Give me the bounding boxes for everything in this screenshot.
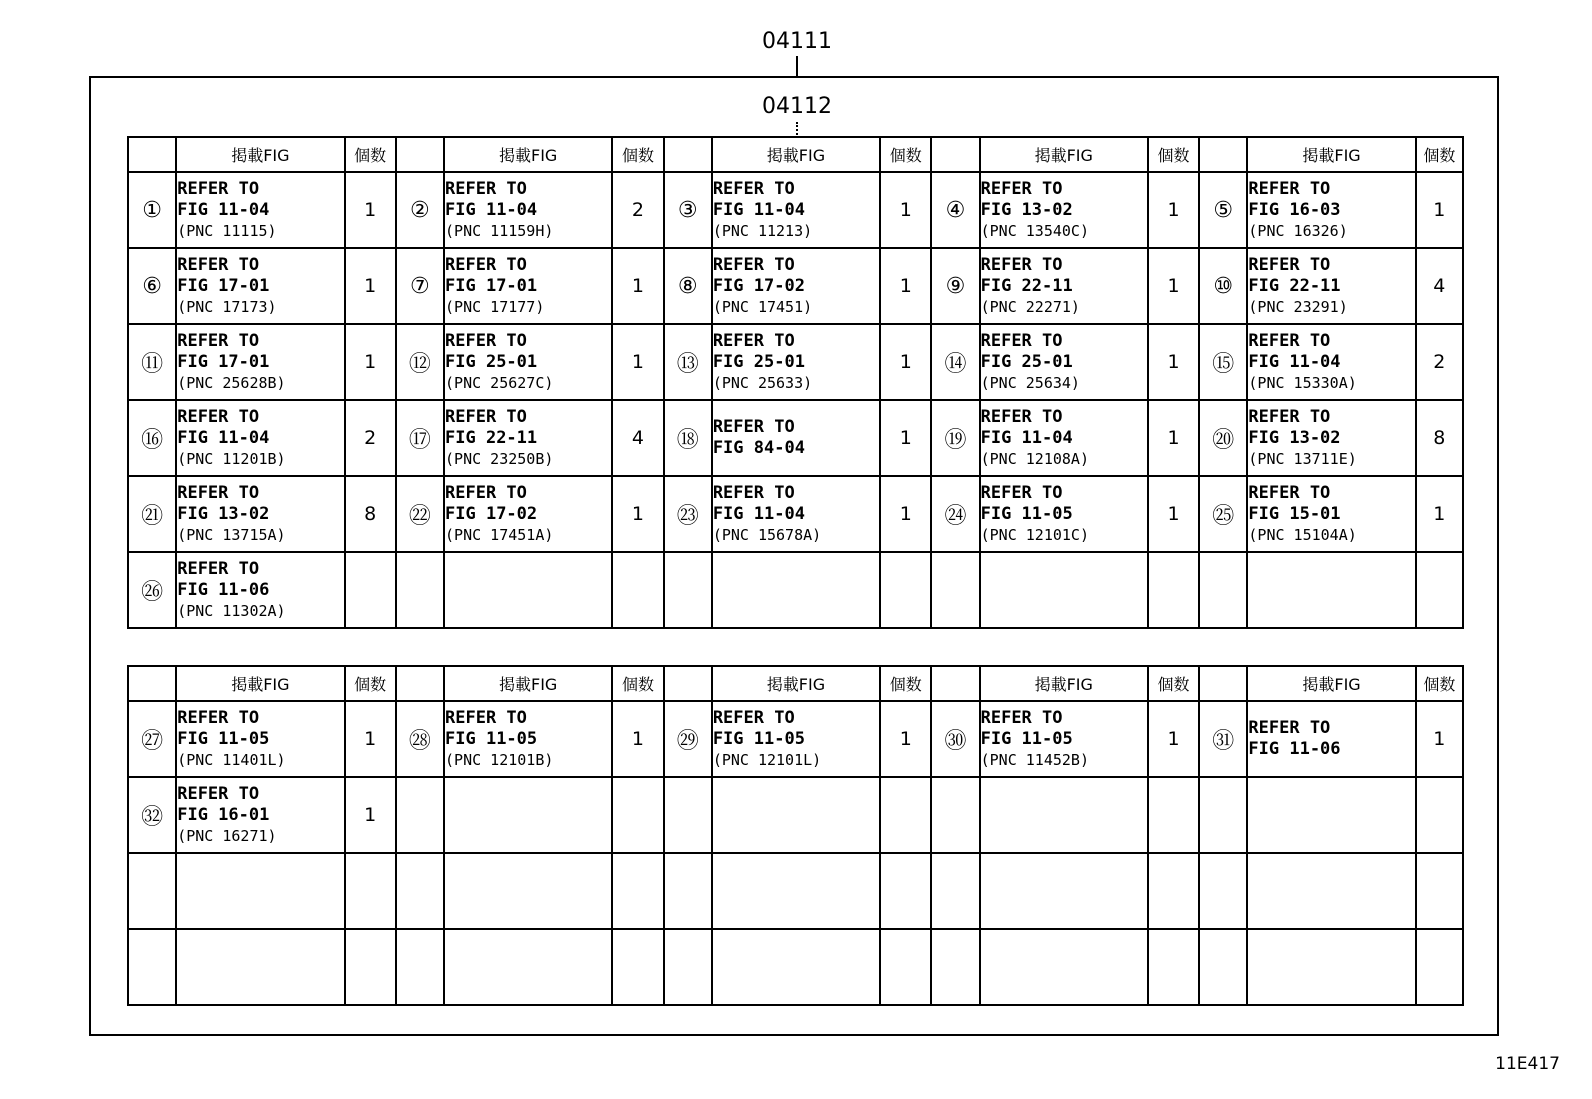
fig-reference — [176, 248, 344, 324]
fig-reference — [712, 929, 880, 1005]
quantity: 1 — [1148, 248, 1199, 324]
header-fig: 掲載FIG — [712, 666, 880, 701]
quantity: 1 — [1416, 701, 1463, 777]
item-number: ㉒ — [396, 476, 444, 552]
reference-line-2: FIG 17-02 — [712, 275, 805, 296]
quantity: 4 — [612, 400, 663, 476]
quantity: 1 — [880, 248, 931, 324]
quantity: 1 — [345, 701, 396, 777]
reference-line-2: FIG 17-01 — [177, 351, 270, 372]
reference-line-2: FIG 13-02 — [980, 199, 1073, 220]
fig-reference — [980, 476, 1148, 552]
item-number: ⑫ — [396, 324, 444, 400]
header-blank — [931, 666, 979, 701]
reference-line-1: REFER TO — [177, 783, 260, 804]
header-fig: 掲載FIG — [980, 666, 1148, 701]
header-fig: 掲載FIG — [176, 666, 344, 701]
quantity — [1416, 552, 1463, 628]
quantity: 2 — [612, 172, 663, 248]
fig-reference — [444, 552, 612, 628]
fig-reference — [712, 172, 880, 248]
quantity: 1 — [880, 172, 931, 248]
item-number: ⑤ — [1199, 172, 1247, 248]
reference-line-1: REFER TO — [445, 406, 527, 427]
reference-line-1: REFER TO — [980, 330, 1063, 351]
pnc-code: (PNC 12108A) — [980, 449, 1089, 468]
reference-line-1: REFER TO — [712, 178, 795, 199]
item-number: ㉖ — [128, 552, 176, 628]
reference-line-1: REFER TO — [1248, 482, 1331, 503]
item-number: ⑥ — [128, 248, 176, 324]
reference-line-2: FIG 11-04 — [177, 427, 270, 448]
pnc-code: (PNC 23291) — [1248, 297, 1348, 316]
header-fig: 掲載FIG — [712, 137, 880, 172]
fig-reference — [444, 324, 612, 400]
header-qty: 個数 — [345, 666, 396, 701]
fig-reference — [712, 476, 880, 552]
reference-line-2: FIG 25-01 — [712, 351, 805, 372]
reference-line-1: REFER TO — [712, 254, 795, 275]
table-row — [128, 324, 1463, 400]
reference-line-2: FIG 11-04 — [712, 503, 805, 524]
reference-line-2: FIG 17-01 — [177, 275, 270, 296]
fig-reference — [444, 929, 612, 1005]
fig-reference — [712, 324, 880, 400]
item-number: ⑮ — [1199, 324, 1247, 400]
reference-line-2: FIG 15-01 — [1248, 503, 1341, 524]
reference-line-2: FIG 25-01 — [445, 351, 538, 372]
fig-reference — [712, 701, 880, 777]
quantity: 8 — [345, 476, 396, 552]
pnc-code: (PNC 11159H) — [445, 221, 554, 240]
pnc-code: (PNC 16326) — [1248, 221, 1348, 240]
fig-reference — [1247, 324, 1415, 400]
header-qty: 個数 — [1416, 666, 1463, 701]
reference-line-1: REFER TO — [712, 330, 795, 351]
pnc-code: (PNC 11452B) — [980, 750, 1089, 769]
pnc-code: (PNC 16271) — [177, 826, 277, 845]
pnc-code: (PNC 17451) — [712, 297, 813, 316]
reference-line-2: FIG 11-04 — [712, 199, 805, 220]
pnc-code: (PNC 11401L) — [177, 750, 286, 769]
pnc-code: (PNC 25628B) — [177, 373, 286, 392]
fig-reference — [980, 172, 1148, 248]
item-number — [396, 853, 444, 929]
quantity — [1148, 853, 1199, 929]
pnc-code: (PNC 25627C) — [445, 373, 554, 392]
pnc-code: (PNC 12101C) — [980, 525, 1089, 544]
header-qty: 個数 — [345, 137, 396, 172]
fig-reference — [176, 172, 344, 248]
item-number: ㉗ — [128, 701, 176, 777]
table-row — [128, 552, 1463, 628]
quantity: 1 — [1148, 476, 1199, 552]
fig-reference — [980, 777, 1148, 853]
header-blank — [1199, 137, 1247, 172]
header-blank — [931, 137, 979, 172]
fig-reference — [1247, 777, 1415, 853]
reference-line-2: FIG 11-04 — [177, 199, 270, 220]
quantity: 8 — [1416, 400, 1463, 476]
pnc-code: (PNC 12101L) — [712, 750, 822, 769]
reference-line-2: FIG 11-05 — [177, 728, 270, 749]
quantity: 1 — [612, 324, 663, 400]
table-row — [128, 777, 1463, 853]
quantity — [345, 853, 396, 929]
fig-reference — [1247, 701, 1415, 777]
item-number — [1199, 853, 1247, 929]
fig-reference — [1247, 929, 1415, 1005]
quantity: 1 — [1416, 172, 1463, 248]
quantity: 1 — [345, 777, 396, 853]
item-number: ⑪ — [128, 324, 176, 400]
reference-line-2: FIG 13-02 — [177, 503, 270, 524]
reference-line-1: REFER TO — [980, 178, 1063, 199]
fig-reference — [712, 853, 880, 929]
fig-reference — [980, 929, 1148, 1005]
reference-line-2: FIG 22-11 — [1248, 275, 1341, 296]
reference-line-1: REFER TO — [712, 707, 795, 728]
pnc-code: (PNC 15678A) — [712, 525, 822, 544]
reference-line-1: REFER TO — [980, 406, 1063, 427]
quantity: 1 — [880, 701, 931, 777]
quantity — [612, 929, 663, 1005]
fig-reference — [444, 701, 612, 777]
item-number — [396, 929, 444, 1005]
header-fig: 掲載FIG — [1247, 666, 1415, 701]
quantity — [880, 777, 931, 853]
reference-line-1: REFER TO — [980, 482, 1063, 503]
item-number — [396, 777, 444, 853]
fig-reference — [176, 701, 344, 777]
header-blank — [128, 666, 176, 701]
header-qty: 個数 — [1148, 137, 1199, 172]
header-fig: 掲載FIG — [444, 137, 612, 172]
pnc-code: (PNC 15104A) — [1248, 525, 1357, 544]
quantity — [880, 929, 931, 1005]
item-number — [1199, 777, 1247, 853]
item-number — [1199, 929, 1247, 1005]
item-number: ㉛ — [1199, 701, 1247, 777]
callout-leader-line — [796, 56, 798, 78]
item-number: ㉙ — [664, 701, 712, 777]
item-number: ㉘ — [396, 701, 444, 777]
reference-line-1: REFER TO — [445, 482, 527, 503]
quantity — [880, 552, 931, 628]
header-fig: 掲載FIG — [1247, 137, 1415, 172]
item-number: ㉚ — [931, 701, 979, 777]
fig-reference — [1247, 400, 1415, 476]
quantity: 1 — [1148, 324, 1199, 400]
fig-reference — [176, 929, 344, 1005]
reference-line-2: FIG 11-05 — [980, 728, 1073, 749]
quantity — [880, 853, 931, 929]
reference-line-1: REFER TO — [980, 254, 1063, 275]
pnc-code: (PNC 12101B) — [445, 750, 554, 769]
fig-reference — [712, 552, 880, 628]
pnc-code: (PNC 17177) — [445, 297, 545, 316]
header-fig: 掲載FIG — [444, 666, 612, 701]
pnc-code: (PNC 15330A) — [1248, 373, 1357, 392]
fig-reference — [712, 248, 880, 324]
quantity — [1148, 929, 1199, 1005]
reference-line-1: REFER TO — [1248, 718, 1331, 738]
item-number: ④ — [931, 172, 979, 248]
reference-line-2: FIG 13-02 — [1248, 427, 1341, 448]
fig-reference — [176, 853, 344, 929]
header-qty: 個数 — [1148, 666, 1199, 701]
item-number: ⑧ — [664, 248, 712, 324]
quantity: 1 — [612, 476, 663, 552]
quantity — [345, 929, 396, 1005]
item-number: ⑭ — [931, 324, 979, 400]
header-qty: 個数 — [612, 666, 663, 701]
reference-line-1: REFER TO — [1248, 254, 1331, 275]
item-number: ⑳ — [1199, 400, 1247, 476]
header-blank — [664, 666, 712, 701]
reference-line-2: FIG 22-11 — [980, 275, 1073, 296]
fig-reference — [1247, 853, 1415, 929]
reference-line-2: FIG 22-11 — [445, 427, 538, 448]
quantity: 4 — [1416, 248, 1463, 324]
table-row — [128, 701, 1463, 777]
table-row — [128, 853, 1463, 929]
reference-line-2: FIG 11-04 — [980, 427, 1073, 448]
reference-line-1: REFER TO — [177, 558, 260, 579]
fig-reference — [444, 400, 612, 476]
figure-code: 11E417 — [1495, 1054, 1560, 1074]
reference-line-1: REFER TO — [177, 330, 260, 351]
header-blank — [664, 137, 712, 172]
fig-reference — [176, 324, 344, 400]
reference-line-2: FIG 11-04 — [1248, 351, 1341, 372]
item-number: ⑰ — [396, 400, 444, 476]
pnc-code: (PNC 11201B) — [177, 449, 286, 468]
pnc-code: (PNC 17173) — [177, 297, 277, 316]
quantity: 2 — [345, 400, 396, 476]
reference-line-2: FIG 11-05 — [980, 503, 1073, 524]
pnc-code: (PNC 13715A) — [177, 525, 286, 544]
item-number: ① — [128, 172, 176, 248]
reference-line-1: REFER TO — [445, 254, 527, 275]
fig-reference — [980, 552, 1148, 628]
item-number: ⑱ — [664, 400, 712, 476]
item-number — [931, 777, 979, 853]
fig-reference — [712, 400, 880, 476]
table-row — [128, 400, 1463, 476]
reference-line-2: FIG 17-01 — [445, 275, 538, 296]
header-blank — [128, 137, 176, 172]
reference-line-2: FIG 11-05 — [712, 728, 805, 749]
callout-04111: 04111 — [762, 29, 832, 54]
reference-line-2: FIG 16-03 — [1248, 199, 1341, 220]
quantity — [612, 853, 663, 929]
fig-reference — [444, 777, 612, 853]
quantity — [1416, 929, 1463, 1005]
fig-reference — [444, 248, 612, 324]
reference-table-lower — [127, 665, 1464, 1006]
reference-line-1: REFER TO — [980, 707, 1063, 728]
reference-line-1: REFER TO — [712, 417, 795, 437]
item-number: ⑦ — [396, 248, 444, 324]
quantity — [345, 552, 396, 628]
quantity: 1 — [880, 476, 931, 552]
item-number: ⑬ — [664, 324, 712, 400]
fig-reference — [980, 400, 1148, 476]
table-row — [128, 248, 1463, 324]
reference-line-2: FIG 11-05 — [445, 728, 538, 749]
quantity: 1 — [1416, 476, 1463, 552]
quantity — [1416, 777, 1463, 853]
reference-line-1: REFER TO — [177, 178, 260, 199]
pnc-code: (PNC 25634) — [980, 373, 1080, 392]
quantity: 1 — [612, 701, 663, 777]
quantity — [1416, 853, 1463, 929]
item-number: ㉓ — [664, 476, 712, 552]
reference-line-1: REFER TO — [177, 707, 260, 728]
item-number — [931, 929, 979, 1005]
reference-line-1: REFER TO — [177, 254, 260, 275]
fig-reference — [980, 701, 1148, 777]
item-number — [664, 929, 712, 1005]
table-row — [128, 476, 1463, 552]
item-number — [664, 777, 712, 853]
pnc-code: (PNC 17451A) — [445, 525, 554, 544]
pnc-code: (PNC 11115) — [177, 221, 277, 240]
quantity: 1 — [880, 400, 931, 476]
quantity — [612, 777, 663, 853]
reference-line-1: REFER TO — [445, 330, 527, 351]
item-number — [128, 853, 176, 929]
reference-line-2: FIG 11-04 — [445, 199, 538, 220]
fig-reference — [176, 777, 344, 853]
header-blank — [396, 666, 444, 701]
reference-line-1: REFER TO — [445, 178, 527, 199]
header-fig: 掲載FIG — [176, 137, 344, 172]
quantity: 1 — [880, 324, 931, 400]
fig-reference — [1247, 476, 1415, 552]
fig-reference — [1247, 248, 1415, 324]
header-qty: 個数 — [612, 137, 663, 172]
pnc-code: (PNC 25633) — [712, 373, 813, 392]
reference-line-1: REFER TO — [445, 707, 527, 728]
reference-line-2: FIG 17-02 — [445, 503, 538, 524]
item-number — [931, 552, 979, 628]
item-number: ㉑ — [128, 476, 176, 552]
fig-reference — [444, 172, 612, 248]
fig-reference — [444, 853, 612, 929]
fig-reference — [980, 248, 1148, 324]
header-qty: 個数 — [880, 137, 931, 172]
quantity: 1 — [1148, 172, 1199, 248]
reference-line-1: REFER TO — [177, 406, 260, 427]
fig-reference — [980, 324, 1148, 400]
fig-reference — [1247, 552, 1415, 628]
item-number — [664, 853, 712, 929]
header-blank — [396, 137, 444, 172]
pnc-code: (PNC 22271) — [980, 297, 1080, 316]
pnc-code: (PNC 13540C) — [980, 221, 1089, 240]
pnc-code: (PNC 13711E) — [1248, 449, 1357, 468]
reference-line-2: FIG 11-06 — [1248, 739, 1341, 759]
fig-reference — [176, 552, 344, 628]
quantity — [1148, 777, 1199, 853]
item-number: ㉕ — [1199, 476, 1247, 552]
quantity: 1 — [1148, 400, 1199, 476]
header-qty: 個数 — [1416, 137, 1463, 172]
quantity: 1 — [345, 172, 396, 248]
quantity — [612, 552, 663, 628]
quantity: 2 — [1416, 324, 1463, 400]
item-number — [128, 929, 176, 1005]
fig-reference — [176, 400, 344, 476]
reference-line-1: REFER TO — [177, 482, 260, 503]
item-number — [396, 552, 444, 628]
reference-table-upper — [127, 136, 1464, 629]
fig-reference — [176, 476, 344, 552]
header-blank — [1199, 666, 1247, 701]
item-number: ⑲ — [931, 400, 979, 476]
item-number: ③ — [664, 172, 712, 248]
fig-reference — [712, 777, 880, 853]
table-row — [128, 172, 1463, 248]
header-row — [128, 137, 1463, 172]
header-fig: 掲載FIG — [980, 137, 1148, 172]
table-row — [128, 929, 1463, 1005]
pnc-code: (PNC 23250B) — [445, 449, 554, 468]
quantity — [1148, 552, 1199, 628]
item-number: ㉔ — [931, 476, 979, 552]
callout-04112: 04112 — [762, 94, 832, 119]
reference-line-2: FIG 11-06 — [177, 579, 270, 600]
quantity: 1 — [612, 248, 663, 324]
fig-reference — [1247, 172, 1415, 248]
item-number — [664, 552, 712, 628]
quantity: 1 — [1148, 701, 1199, 777]
reference-line-1: REFER TO — [712, 482, 795, 503]
pnc-code: (PNC 11213) — [712, 221, 813, 240]
item-number: ㉜ — [128, 777, 176, 853]
reference-line-2: FIG 25-01 — [980, 351, 1073, 372]
item-number — [1199, 552, 1247, 628]
item-number: ⑨ — [931, 248, 979, 324]
header-row — [128, 666, 1463, 701]
fig-reference — [444, 476, 612, 552]
item-number — [931, 853, 979, 929]
reference-line-1: REFER TO — [1248, 178, 1331, 199]
fig-reference — [980, 853, 1148, 929]
reference-line-1: REFER TO — [1248, 330, 1331, 351]
item-number: ② — [396, 172, 444, 248]
quantity: 1 — [345, 324, 396, 400]
reference-line-2: FIG 84-04 — [712, 438, 805, 458]
header-qty: 個数 — [880, 666, 931, 701]
reference-line-2: FIG 16-01 — [177, 804, 270, 825]
item-number: ⑯ — [128, 400, 176, 476]
pnc-code: (PNC 11302A) — [177, 601, 286, 620]
quantity: 1 — [345, 248, 396, 324]
item-number: ⑩ — [1199, 248, 1247, 324]
reference-line-1: REFER TO — [1248, 406, 1331, 427]
